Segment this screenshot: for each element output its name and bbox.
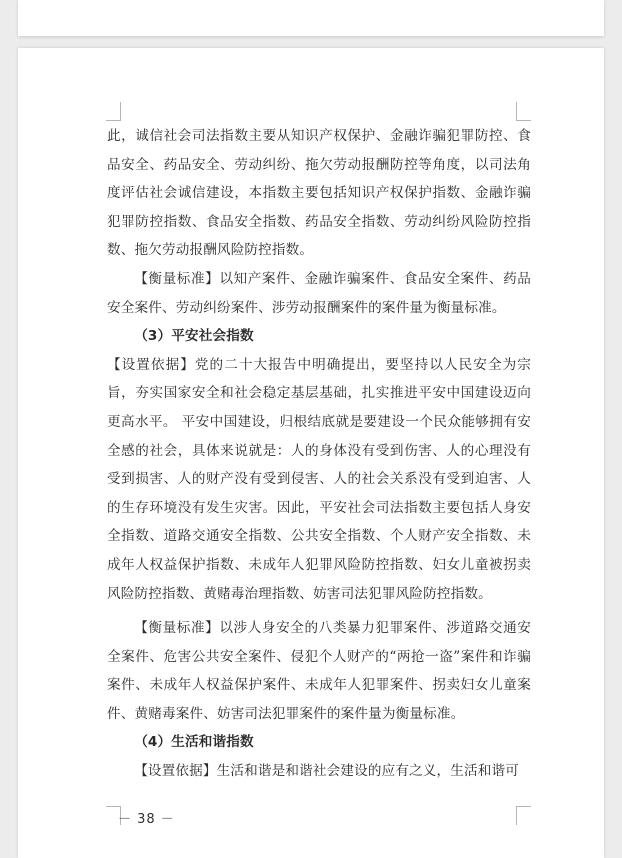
margin-corner-top-left — [106, 102, 121, 121]
paragraph-measurement-standard-credit: 【衡量标准】以知产案件、金融诈骗案件、食品安全案件、药品安全案件、劳动纠纷案件、涉劳动报酬案件的案件量为衡量标准。 — [107, 270, 531, 316]
paragraph-setting-basis-harmonious-life: 【设置依据】生活和谐是和谐社会建设的应有之义，生活和谐可 — [134, 763, 520, 780]
paragraph-credit-index-continued: 此，诚信社会司法指数主要从知识产权保护、金融诈骗犯罪防控、食品安全、药品安全、劳动纠纷、拖欠劳动报酬防控等角度，以司法角度评估社会诚信建设，本指数主要包括知识产权保护指数、金融诈骗犯罪防控指数、食品安全指数、药品安全指数、劳动纠纷风险防控指数、拖欠劳动报酬风险防控指数。 — [107, 128, 531, 259]
page-body — [107, 122, 531, 786]
paragraph-measurement-standard-safe-society: 【衡量标准】以涉人身安全的八类暴力犯罪案件、涉道路交通安全案件、危害公共安全案件、侵犯个人财产的“两抢一盗”案件和诈骗案件、未成年人权益保护案件、未成年人犯罪案件、拐卖妇女儿童案件、黄赌毒案件、妨害司法犯罪案件的案件量为衡量标准。 — [107, 620, 531, 722]
previous-page-bottom — [18, 0, 604, 36]
paragraph-setting-basis-safe-society: 【设置依据】党的二十大报告中明确提出，要坚持以人民安全为宗旨，夯实国家安全和社会稳定基层基础，扎实推进平安中国建设迈向更高水平。 平安中国建设，归根结底就是要建设一个民众能够拥有安全感的社会，具体来说就是：人的身体没有受到伤害、人的心理没有受到损害、人的财产没有受到侵害、人的社会关系没有受到迫害、人的生存环境没有发生灾害。因此，平安社会司法指数主要包括人身安全指数、道路交通安全指数、公共安全指数、个人财产安全指数、未成年人权益保护指数、未成年人犯罪风险防控指数、妇女儿童被拐卖风险防控指数、黄赌毒治理指数、妨害司法犯罪风险防控指数。 — [107, 356, 531, 602]
margin-corner-bottom-right — [516, 806, 531, 825]
margin-corner-top-right — [516, 102, 531, 121]
heading-safe-society-index: （3）平安社会指数 — [134, 328, 254, 345]
heading-harmonious-life-index: （4）生活和谐指数 — [134, 734, 254, 751]
document-page — [18, 48, 604, 858]
page-number: － 38 － — [118, 812, 175, 827]
